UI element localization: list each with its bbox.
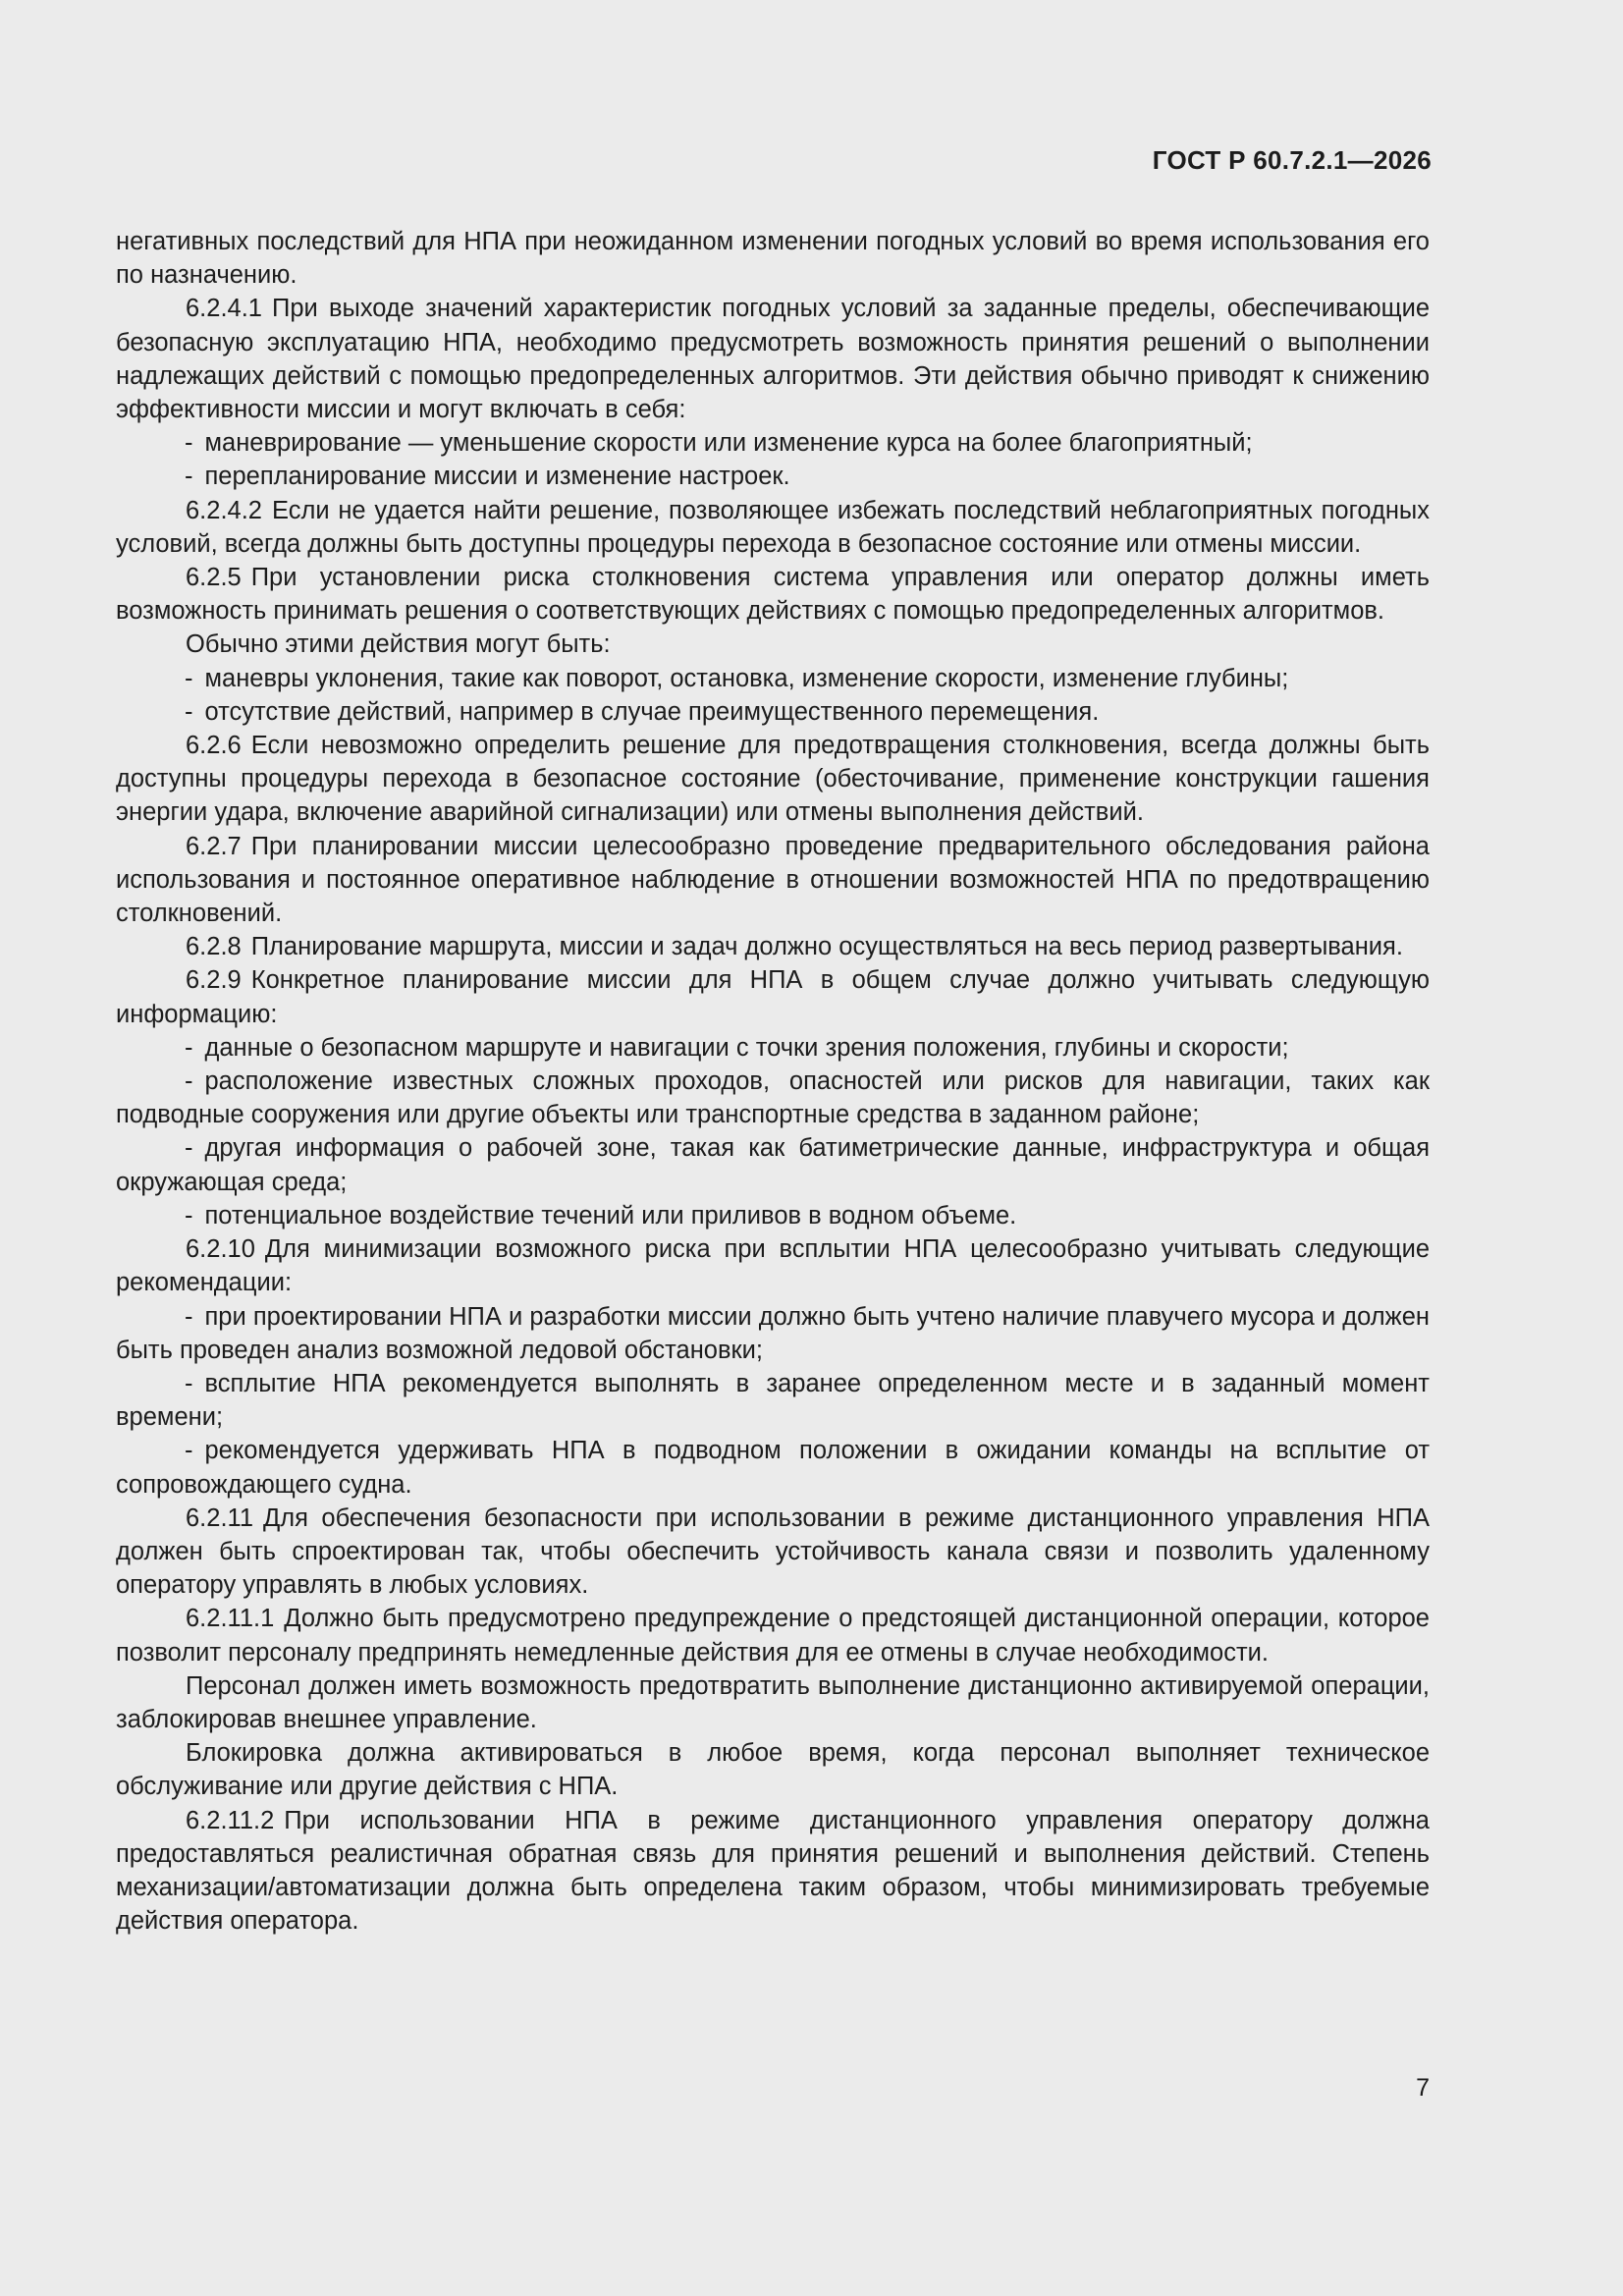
paragraph-text: Конкретное планирование миссии для НПА в общем случае должно учитывать следующую информацию: (116, 966, 1430, 1028)
list-item (116, 426, 1430, 460)
list-dash: - (185, 1067, 193, 1096)
list-item (116, 460, 1430, 493)
numbered-clause (116, 729, 1430, 830)
list-dash: - (185, 1437, 193, 1465)
page-number: 7 (1416, 2074, 1430, 2102)
paragraph-text: При планировании миссии целесообразно проведение предварительного обследования района использования и постоянное оперативное наблюдение в отношении возможностей НПА по предотвращению столкновений. (116, 832, 1430, 928)
clause-number: 6.2.5 (186, 564, 242, 592)
list-item-text: расположение известных сложных проходов, опасностей или рисков для навигации, таких как подводные сооружения или другие объекты или транспортные средства в заданном районе; (116, 1067, 1430, 1129)
list-item (116, 1434, 1430, 1501)
list-item-text: отсутствие действий, например в случае преимущественного перемещения. (204, 697, 1100, 726)
paragraph-text: Персонал должен иметь возможность предотвратить выполнение дистанционно активируемой операции, заблокировав внешнее управление. (116, 1671, 1430, 1733)
list-dash: - (185, 1201, 193, 1230)
paragraph (116, 1736, 1430, 1803)
paragraph-text: При установлении риска столкновения система управления или оператор должны иметь возможность принимать решения о соответствующих действиях с помощью предопределенных алгоритмов. (116, 564, 1430, 626)
clause-number: 6.2.4.2 (186, 496, 262, 524)
numbered-clause (116, 494, 1430, 561)
list-dash: - (185, 664, 193, 692)
list-item-text: всплытие НПА рекомендуется выполнять в заранее определенном месте и в заданный момент времени; (116, 1369, 1430, 1432)
list-item (116, 662, 1430, 695)
paragraph-text: Если не удается найти решение, позволяющее избежать последствий неблагоприятных погодных условий, всегда должны быть доступны процедуры перехода в безопасное состояние или отмены миссии. (116, 496, 1430, 558)
numbered-clause (116, 1232, 1430, 1299)
clause-number: 6.2.11 (186, 1503, 254, 1532)
list-item-text: рекомендуется удерживать НПА в подводном положении в ожидании команды на всплытие от сопровождающего судна. (116, 1437, 1430, 1499)
clause-number: 6.2.4.1 (186, 295, 262, 323)
paragraph-text: При выходе значений характеристик погодных условий за заданные пределы, обеспечивающие безопасную эксплуатацию НПА, необходимо предусмотреть возможность принятия решений о выполнении надлежащих действий с помощью предопределенных алгоритмов. Эти действия обычно приводят к снижению эффективности миссии и могут включать в себя: (116, 295, 1430, 424)
numbered-clause (116, 830, 1430, 931)
document-body (116, 225, 1430, 1938)
list-item (116, 1367, 1430, 1434)
numbered-clause (116, 1502, 1430, 1603)
list-item-text: маневры уклонения, такие как поворот, остановка, изменение скорости, изменение глубины; (204, 664, 1289, 692)
list-item (116, 1199, 1430, 1232)
list-item (116, 695, 1430, 729)
paragraph-text: Планирование маршрута, миссии и задач должно осуществляться на весь период развертывания. (250, 933, 1403, 961)
list-item-text: при проектировании НПА и разработки миссии должно быть учтено наличие плавучего мусора и должен быть проведен анализ возможной ледовой обстановки; (116, 1302, 1430, 1364)
list-item-text: потенциальное воздействие течений или приливов в водном объеме. (204, 1201, 1017, 1230)
clause-number: 6.2.9 (186, 966, 242, 995)
paragraph-text: Должно быть предусмотрено предупреждение о предстоящей дистанционной операции, которое позволит персоналу предпринять немедленные действия для ее отмены в случае необходимости. (116, 1605, 1430, 1667)
numbered-clause (116, 963, 1430, 1030)
clause-number: 6.2.10 (186, 1235, 255, 1264)
list-item (116, 1031, 1430, 1065)
paragraph (116, 225, 1430, 292)
numbered-clause (116, 1602, 1430, 1668)
numbered-clause (116, 561, 1430, 628)
list-dash: - (185, 1134, 193, 1163)
paragraph-text: негативных последствий для НПА при неожиданном изменении погодных условий во время использования его по назначению. (116, 228, 1430, 290)
clause-number: 6.2.7 (186, 832, 242, 860)
numbered-clause (116, 930, 1430, 963)
paragraph-text: Если невозможно определить решение для предотвращения столкновения, всегда должны быть доступны процедуры перехода в безопасное состояние (обесточивание, применение конструкции гашения энергии удара, включение аварийной сигнализации) или отмены выполнения действий. (116, 732, 1430, 827)
paragraph (116, 628, 1430, 661)
clause-number: 6.2.8 (186, 933, 242, 961)
paragraph-text: Обычно этими действия могут быть: (186, 630, 611, 659)
list-item-text: маневрирование — уменьшение скорости или изменение курса на более благоприятный; (204, 429, 1253, 458)
numbered-clause (116, 292, 1430, 426)
list-dash: - (185, 697, 193, 726)
clause-number: 6.2.11.1 (186, 1605, 275, 1633)
list-dash: - (185, 463, 193, 491)
paragraph-text: Блокировка должна активироваться в любое время, когда персонал выполняет техническое обслуживание или другие действия с НПА. (116, 1739, 1430, 1801)
paragraph (116, 1669, 1430, 1736)
list-dash: - (185, 1302, 193, 1331)
document-header: ГОСТ Р 60.7.2.1—2026 (1152, 145, 1432, 175)
numbered-clause (116, 1804, 1430, 1939)
list-item-text: другая информация о рабочей зоне, такая как батиметрические данные, инфраструктура и общая окружающая среда; (116, 1134, 1430, 1196)
paragraph-text: При использовании НПА в режиме дистанционного управления оператору должна предоставляться реалистичная обратная связь для принятия решений и выполнения действий. Степень механизации/автоматизации должна быть определена таким образом, чтобы минимизировать требуемые действия оператора. (116, 1806, 1430, 1936)
list-dash: - (185, 1033, 193, 1062)
clause-number: 6.2.6 (186, 732, 242, 760)
list-item (116, 1300, 1430, 1367)
clause-number: 6.2.11.2 (186, 1806, 275, 1834)
list-item-text: данные о безопасном маршруте и навигации с точки зрения положения, глубины и скорости; (204, 1033, 1289, 1062)
list-item (116, 1131, 1430, 1198)
paragraph-text: Для обеспечения безопасности при использовании в режиме дистанционного управления НПА должен быть спроектирован так, чтобы обеспечить устойчивость канала связи и позволить удаленному оператору управлять в любых условиях. (116, 1503, 1430, 1600)
paragraph-text: Для минимизации возможного риска при всплытии НПА целесообразно учитывать следующие рекомендации: (116, 1235, 1430, 1297)
list-item (116, 1065, 1430, 1131)
list-item-text: перепланирование миссии и изменение настроек. (204, 463, 790, 491)
list-dash: - (185, 429, 193, 458)
list-dash: - (185, 1369, 193, 1397)
